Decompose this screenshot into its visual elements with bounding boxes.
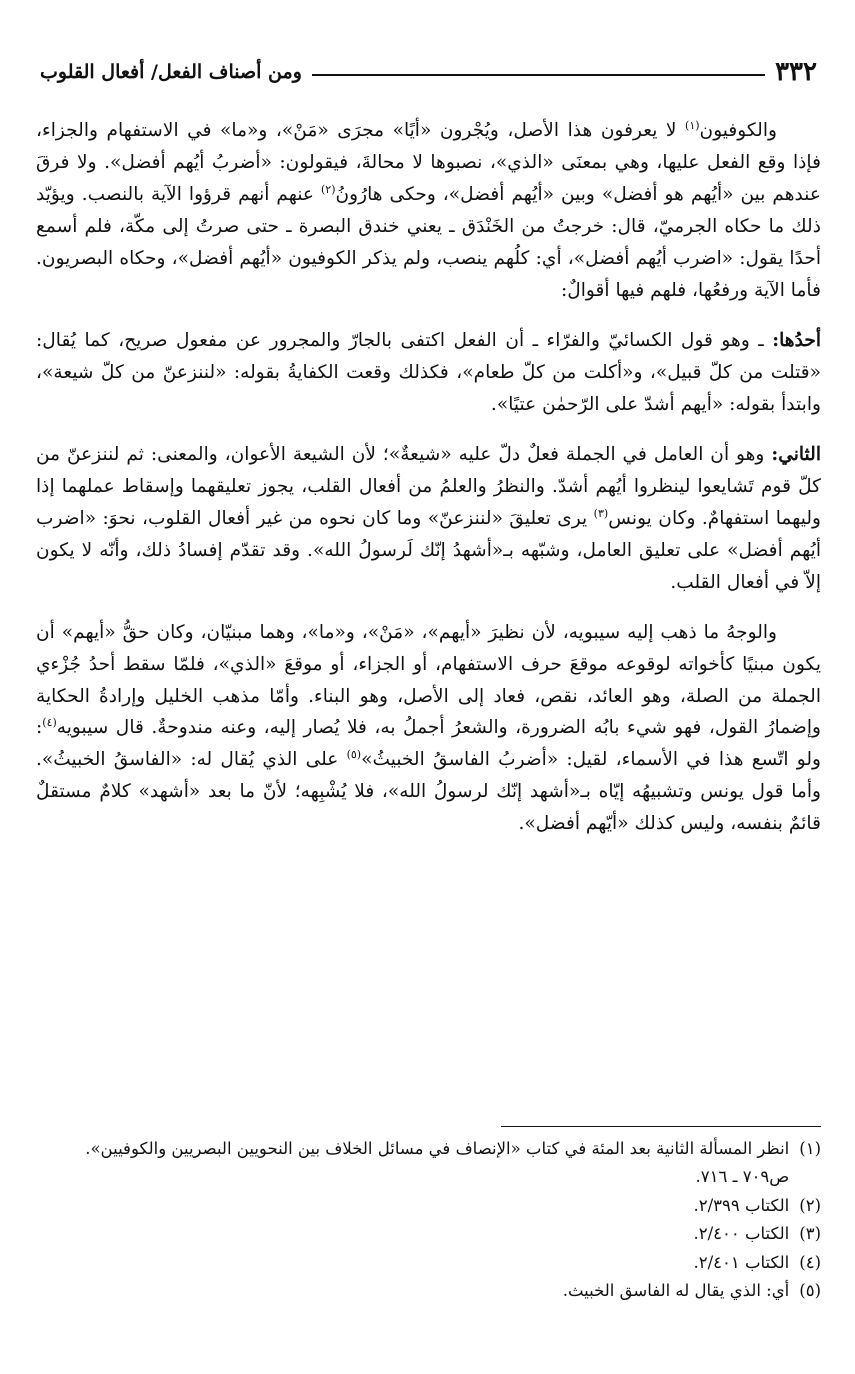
footnote-text: الكتاب ٢/٤٠١. xyxy=(693,1252,790,1272)
header-rule xyxy=(312,74,765,76)
paragraph-1 xyxy=(36,115,821,307)
footnote-number: (٢) xyxy=(799,1195,821,1215)
footnote-number: (٤) xyxy=(799,1252,821,1272)
running-title: ومن أصناف الفعل/ أفعال القلوب xyxy=(40,61,302,83)
text-segment: : ولو اتّسع هذا في الأسماء، لقيل: «أضربُ الفاسقُ الخبيثُ» xyxy=(36,717,821,771)
paragraph-4 xyxy=(36,617,821,841)
main-text xyxy=(36,115,821,858)
text-segment: والوجهُ ما ذهب إليه سيبويه، لأن نظيرَ «أيهم»، «مَنْ»، و«ما»، وهما مبنيّان، وكان حقُّ «أيهم» أن يكون مبنيًا كأخواته لوقوعه موقعَ حرف الاستفهام، أو الجزاء، أو موقعَ «الذي»، فلمّا سقط أحدُ جُزْءي الجملة من الصلة، وهو العائد، نقص، فعاد إلى الأصل، وهو البناء. وأمّا مذهب الخليل وإرادةُ الحكاية وإضمارُ القول، فهو شيء بابُه الضرورة، والشعرُ أجملُ به، فلا يُصار إليه، وعنه مندوحةٌ. قال سيبويه xyxy=(36,621,821,739)
text-segment: لا يعرفون هذا الأصل، ويُجْرون «أيًا» مجرَى «مَنْ»، و«ما» في الاستفهام والجزاء، فإذا وقع الفعل عليها، وهي بمعنَى «الذي»، نصبوها لا محالةَ، فيقولون: «أضربُ أيُهم أفضل». ولا فرقَ عندهم بين «أيُهم هو أفضل» وبين «أيُهم أفضل»، وحكى هارُونُ xyxy=(36,120,821,205)
text-segment: والكوفيون xyxy=(699,120,777,141)
text-segment: يرى تعليقَ «لننزعنّ» وما كان نحوه من غير أفعال القلوب، نحوَ: «اضرب أيُهم أفضل» على تعليق العامل، وشبّهه بـ«أشهدُ إنّك لَرسولُ الله». وقد تقدّم إفسادُ ذلك، وأنّه لا يكون إلاّ في أفعال القلب. xyxy=(36,507,821,593)
footnote-item xyxy=(36,1249,821,1277)
footnote-number: (١) xyxy=(799,1139,821,1158)
text-segment: وهو أن العامل في الجملة فعلٌ دلّ عليه «شيعةٌ»؛ لأن الشيعة الأعوان، والمعنى: ثم لننزعنّ من كلّ قوم تَشايعوا لينظروا أيُهم أشدّ. والنظرُ والعلمُ من أفعال القلب، يجوز تعليقهما وإسقاط عملهما إذا وليهما استفهامٌ. وكان يونس xyxy=(36,443,821,529)
footnote-ref: (٣) xyxy=(593,506,609,520)
page-number: ٣٣٢ xyxy=(775,57,817,87)
footnote-item xyxy=(36,1135,821,1192)
text-segment: ـ وهو قول الكسائيّ والفرّاء ـ أن الفعل اكتفى بالجارّ والمجرور عن مفعول صريح، كما يُقال: «قتلت من كلّ قبيل»، و«أكلت من كلّ طعام»، فكذلك وقعت الكفايةُ بقوله: «لننزعنّ من كلّ شيعة»، وابتدأ بقوله: «أيهم أشدّ على الرّحمٰن عتيًا». xyxy=(36,329,821,415)
footnote-text: انظر المسألة الثانية بعد المئة في كتاب «الإنصاف في مسائل الخلاف بين النحويين البصريين والكوفيين». ص٧٠٩ ـ ٧١٦. xyxy=(85,1139,790,1187)
footnote-ref: (٢) xyxy=(321,182,336,196)
footnote-ref: (١) xyxy=(685,118,700,132)
text-segment: على الذي يُقال له: «الفاسقُ الخبيثُ». وأما قول يونس وتشبيهُه إيّاه بـ«أشهد إنّك لرسولُ الله»، فلا يُشْبِهه؛ لأنّ ما بعد «أشهد» كلامٌ مستقلٌ قائمٌ بنفسه، وليس كذلك «أيّهم أفضل». xyxy=(36,749,821,835)
paragraph-2 xyxy=(36,325,821,421)
text-segment: عنهم أنهم قرؤوا الآية بالنصب. ويؤيّد ذلك ما حكاه الجرميّ، قال: خرجتُ من الخَنْدَق ـ يعني خندق البصرة ـ حتى صرتُ إلى مكّة، فلم أسمع أحدًا يقول: «اضرب أيُهم أفضل»، أي: كلُهم ينصب، ولم يذكر الكوفيون «أيُهم أفضل»، وحكاه البصريون. فأما الآية ورفعُها، فلهم فيها أقوالٌ: xyxy=(36,183,821,301)
page-header xyxy=(40,50,817,94)
footnotes xyxy=(36,1135,821,1305)
footnote-text: الكتاب ٢/٣٩٩. xyxy=(693,1195,790,1215)
footnote-item xyxy=(36,1192,821,1220)
footnote-ref: (٤) xyxy=(42,716,57,730)
footnote-number: (٣) xyxy=(799,1224,821,1244)
footnote-separator xyxy=(501,1126,821,1127)
footnote-ref: (٥) xyxy=(346,748,362,762)
footnote-text: أي: الذي يقال له الفاسق الخبيث. xyxy=(562,1280,790,1300)
paragraph-lead: أحدُها: xyxy=(772,329,821,351)
footnote-item xyxy=(36,1277,821,1305)
footnote-text: الكتاب ٢/٤٠٠. xyxy=(693,1224,790,1244)
footnote-number: (٥) xyxy=(799,1280,821,1300)
footnote-item xyxy=(36,1220,821,1248)
paragraph-lead: الثاني: xyxy=(771,443,821,465)
paragraph-3 xyxy=(36,439,821,599)
